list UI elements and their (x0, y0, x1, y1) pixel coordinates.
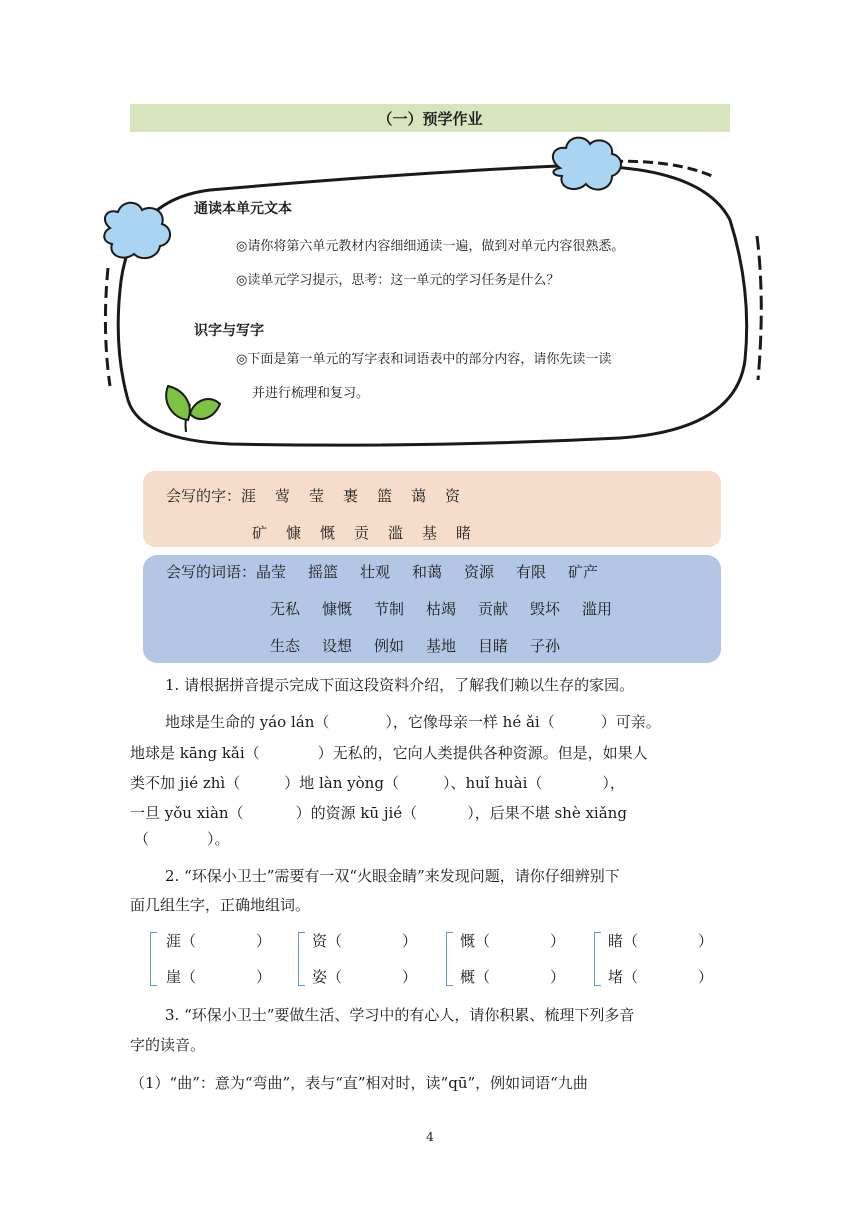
q1-text: ），它像母亲一样 hé ǎi（ (385, 713, 555, 731)
group-char: 睹（ (608, 932, 639, 950)
cloud-icon (553, 138, 621, 190)
q2-prompt-line2: 面几组生字，正确地组词。 (130, 896, 311, 914)
section2-item-line2: 并进行梳理和复习。 (252, 386, 370, 401)
q2-group3-top (460, 930, 565, 951)
q2-group3-bottom (460, 966, 565, 987)
q1-text: ）可亲。 (600, 713, 661, 731)
char: 莺 (275, 487, 291, 505)
q3-prompt-line1: 3. “环保小卫士”要做生活、学习中的有心人，请你积累、梳理下列多音 (165, 1006, 635, 1024)
word: 滥用 (582, 600, 613, 618)
q1-text: ）无私的，它向人类提供各种资源。但是，如果人 (317, 744, 648, 762)
group-brace (446, 932, 453, 986)
q1-line3 (130, 768, 625, 798)
q1-text: ）地 làn yòng（ (284, 774, 399, 792)
q1-line1 (165, 707, 661, 737)
word: 设想 (322, 637, 353, 655)
word: 有限 (516, 563, 547, 581)
char: 矿 (252, 524, 268, 542)
word: 例如 (374, 637, 405, 655)
group-char: 涯（ (166, 932, 197, 950)
word: 生态 (270, 637, 301, 655)
q1-text: ）、huǐ huài（ (442, 774, 543, 792)
char: 篮 (377, 487, 393, 505)
word: 目睹 (478, 637, 509, 655)
write-words-row1 (166, 561, 620, 582)
q2-prompt-line1: 2. “环保小卫士”需要有一双“火眼金睛”来发现问题，请你仔细辨别下 (165, 867, 620, 885)
group-close: ） (698, 968, 714, 986)
group-char: 资（ (312, 932, 343, 950)
char: 基 (422, 524, 438, 542)
word: 摇篮 (308, 563, 339, 581)
group-char: 概（ (460, 968, 491, 986)
group-brace (298, 932, 305, 986)
section-header-title: （一）预学作业 (377, 110, 483, 128)
group-char: 堵（ (608, 968, 639, 986)
group-close: ） (256, 968, 272, 986)
q1-text: 地球是生命的 yáo lán（ (165, 713, 330, 731)
frame-dash-left (105, 268, 110, 386)
q1-text: 一旦 yǒu xiàn（ (130, 804, 244, 822)
word: 壮观 (360, 563, 391, 581)
char: 睹 (456, 524, 472, 542)
group-close: ） (256, 932, 272, 950)
frame-dash-right (757, 236, 761, 380)
q2-group1-top (166, 930, 271, 951)
group-close: ） (402, 932, 418, 950)
word: 子孙 (530, 637, 561, 655)
q2-group2-bottom (312, 966, 417, 987)
write-words-row3 (270, 635, 582, 656)
write-chars-label: 会写的字： (166, 487, 242, 505)
section1-item: ◎读单元学习提示，思考：这一单元的学习任务是什么？ (236, 273, 560, 288)
group-brace (150, 932, 157, 986)
char: 蔼 (411, 487, 427, 505)
q3-item1: （1）“曲”：意为“弯曲”，表与“直”相对时，读“qū”，例如词语“九曲 (130, 1074, 588, 1092)
group-close: ） (550, 968, 566, 986)
q1-line2 (130, 738, 648, 768)
group-char: 慨（ (460, 932, 491, 950)
char: 滥 (388, 524, 404, 542)
q1-text: 类不加 jié zhì（ (130, 774, 241, 792)
group-close: ） (402, 968, 418, 986)
q1-text: ）。 (207, 830, 230, 848)
q2-group2-top (312, 930, 417, 951)
char: 资 (445, 487, 461, 505)
word: 晶莹 (256, 563, 287, 581)
q1-text: ），后果不堪 shè xiǎng (467, 804, 627, 822)
word: 资源 (464, 563, 495, 581)
word: 和蔼 (412, 563, 443, 581)
section2-title: 识字与写字 (194, 323, 264, 339)
decorative-frame (0, 0, 860, 460)
group-char: 姿（ (312, 968, 343, 986)
word: 矿产 (568, 563, 599, 581)
q3-prompt-line2: 字的读音。 (130, 1036, 206, 1054)
word: 节制 (374, 600, 405, 618)
word: 枯竭 (426, 600, 457, 618)
group-close: ） (698, 932, 714, 950)
char: 慷 (286, 524, 302, 542)
write-words-label: 会写的词语： (166, 563, 257, 581)
write-chars-row1 (166, 485, 479, 506)
char: 慨 (320, 524, 336, 542)
q1-text: 地球是 kāng kǎi（ (130, 744, 260, 762)
q2-group4-top (608, 930, 713, 951)
q1-text: （ (134, 830, 150, 848)
word: 贡献 (478, 600, 509, 618)
group-char: 崖（ (166, 968, 197, 986)
section1-title: 通读本单元文本 (194, 201, 292, 217)
page-number: 4 (426, 1130, 434, 1144)
q1-prompt: 1. 请根据拼音提示完成下面这段资料介绍，了解我们赖以生存的家园。 (165, 676, 635, 694)
q2-group4-bottom (608, 966, 713, 987)
section1-item: ◎请你将第六单元教材内容细细通读一遍，做到对单元内容很熟悉。 (236, 239, 625, 254)
write-chars-row2 (252, 522, 490, 543)
word: 基地 (426, 637, 457, 655)
word: 毁坏 (530, 600, 561, 618)
group-brace (594, 932, 601, 986)
q1-text: ）的资源 kū jié（ (295, 804, 418, 822)
write-words-row2 (270, 598, 634, 619)
char: 涯 (241, 487, 257, 505)
q1-text: ）， (602, 774, 625, 792)
word: 慷慨 (322, 600, 353, 618)
section2-item-line1: ◎下面是第一单元的写字表和词语表中的部分内容，请你先读一读 (236, 352, 612, 367)
char: 裹 (343, 487, 359, 505)
sprout-icon (166, 386, 220, 432)
char: 贡 (354, 524, 370, 542)
group-close: ） (550, 932, 566, 950)
word: 无私 (270, 600, 301, 618)
char: 莹 (309, 487, 325, 505)
q2-group1-bottom (166, 966, 271, 987)
q1-line5 (134, 824, 230, 854)
cloud-icon (104, 203, 170, 258)
